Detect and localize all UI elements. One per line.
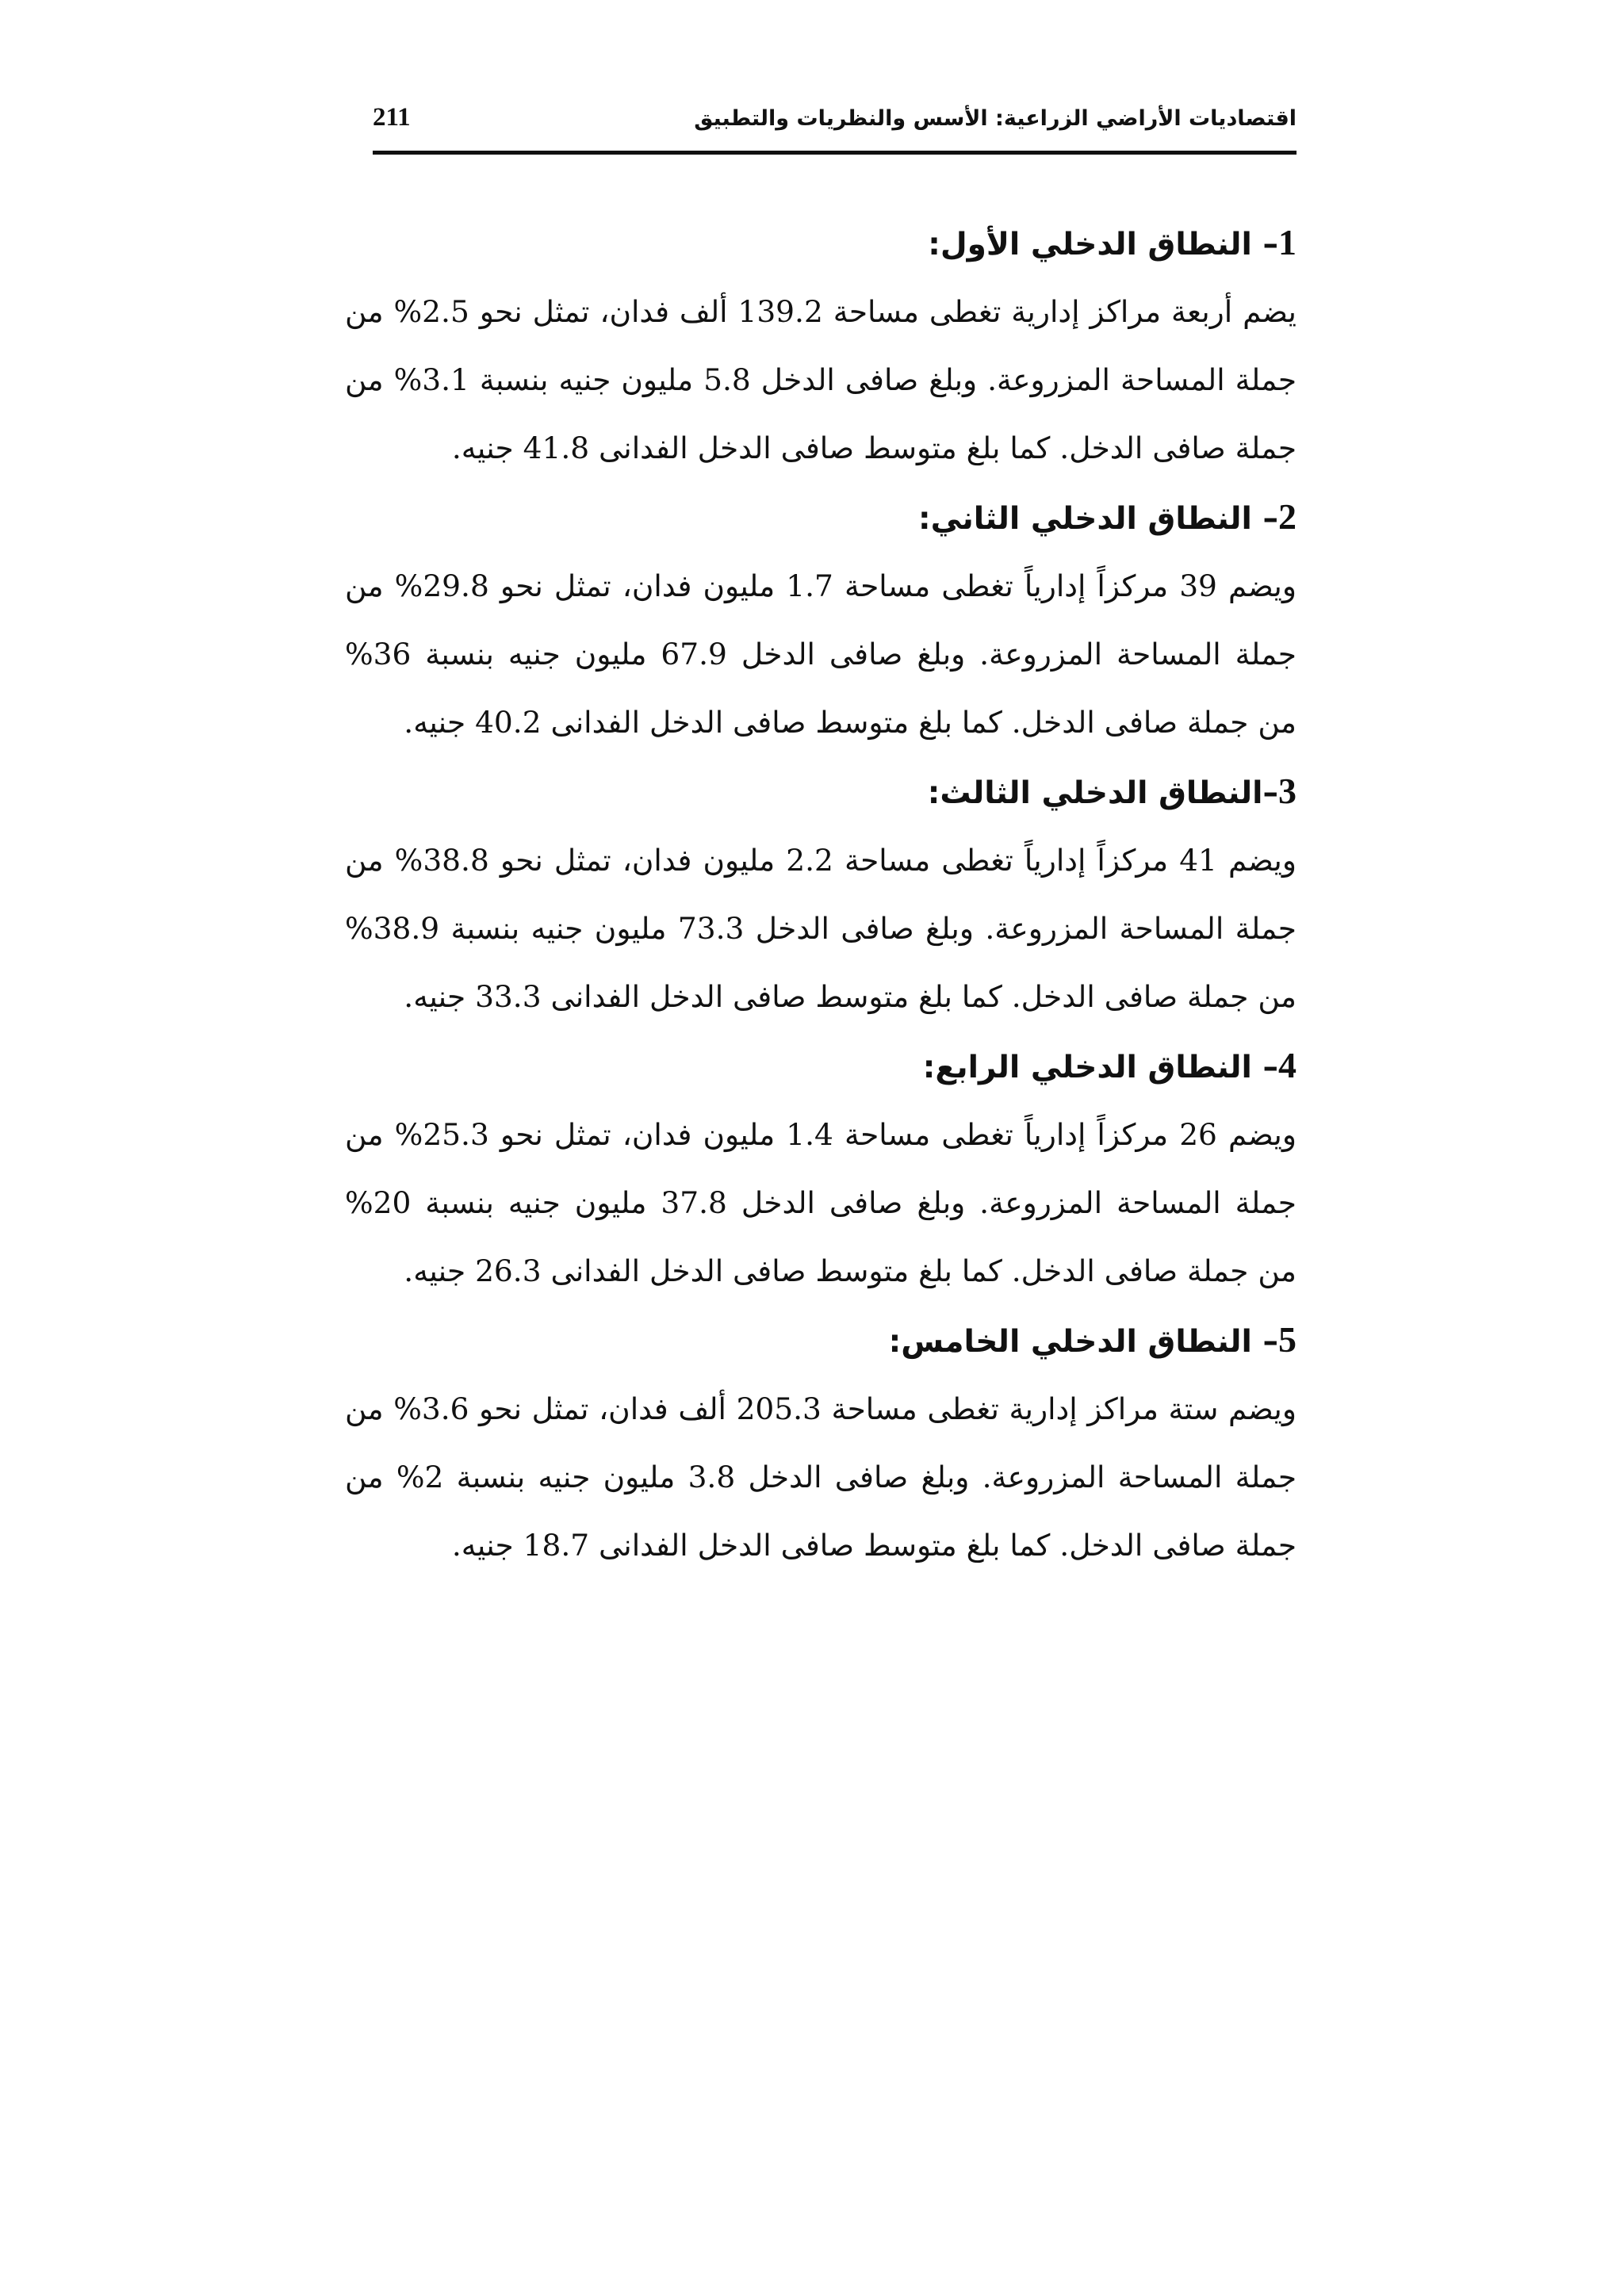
section-heading-text: – النطاق الدخلي الرابع: xyxy=(922,1050,1278,1085)
section-heading-text: –النطاق الدخلي الثالث: xyxy=(927,775,1278,811)
section-heading xyxy=(345,208,1297,277)
section-heading xyxy=(345,1305,1297,1375)
section-heading-text: – النطاق الدخلي الثاني: xyxy=(918,501,1278,537)
section-paragraph: ويضم 41 مركزاً إدارياً تغطى مساحة 2.2 مليون فدان، تمثل نحو 38.8% من جملة المساحة المزروعة. وبلغ صافى الدخل 73.3 مليون جنيه بنسبة 38.9% من جملة صافى الدخل. كما بلغ متوسط صافى الدخل الفدانى 33.3 جنيه. xyxy=(345,843,1297,1014)
body-text xyxy=(345,208,1297,1579)
section-heading xyxy=(345,1031,1297,1100)
section-4 xyxy=(345,1031,1297,1305)
running-header xyxy=(373,101,1297,155)
section-heading-text: – النطاق الدخلي الخامس: xyxy=(888,1324,1278,1360)
section-paragraph: ويضم ستة مراكز إدارية تغطى مساحة 205.3 ألف فدان، تمثل نحو 3.6% من جملة المساحة المزروعة. وبلغ صافى الدخل 3.8 مليون جنيه بنسبة 2% من جملة صافى الدخل. كما بلغ متوسط صافى الدخل الفدانى 18.7 جنيه. xyxy=(345,1391,1297,1563)
section-number: 5 xyxy=(1278,1319,1297,1360)
section-3 xyxy=(345,756,1297,1031)
section-heading xyxy=(345,756,1297,826)
section-2 xyxy=(345,482,1297,756)
section-paragraph: ويضم 39 مركزاً إدارياً تغطى مساحة 1.7 مليون فدان، تمثل نحو 29.8% من جملة المساحة المزروعة. وبلغ صافى الدخل 67.9 مليون جنيه بنسبة 36% من جملة صافى الدخل. كما بلغ متوسط صافى الدخل الفدانى 40.2 جنيه. xyxy=(345,568,1297,740)
section-5 xyxy=(345,1305,1297,1579)
section-number: 1 xyxy=(1278,222,1297,262)
section-heading xyxy=(345,482,1297,552)
page-number: 211 xyxy=(373,103,411,132)
section-heading-text: – النطاق الدخلي الأول: xyxy=(928,227,1278,262)
section-number: 2 xyxy=(1278,496,1297,537)
section-paragraph: يضم أربعة مراكز إدارية تغطى مساحة 139.2 ألف فدان، تمثل نحو 2.5% من جملة المساحة المزروعة. وبلغ صافى الدخل 5.8 مليون جنيه بنسبة 3.1% من جملة صافى الدخل. كما بلغ متوسط صافى الدخل الفدانى 41.8 جنيه. xyxy=(345,294,1297,465)
section-number: 3 xyxy=(1278,771,1297,811)
section-1 xyxy=(345,208,1297,482)
section-number: 4 xyxy=(1278,1045,1297,1085)
book-title: اقتصاديات الأراضي الزراعية: الأسس والنظريات والتطبيق xyxy=(694,106,1297,131)
section-paragraph: ويضم 26 مركزاً إدارياً تغطى مساحة 1.4 مليون فدان، تمثل نحو 25.3% من جملة المساحة المزروعة. وبلغ صافى الدخل 37.8 مليون جنيه بنسبة 20% من جملة صافى الدخل. كما بلغ متوسط صافى الدخل الفدانى 26.3 جنيه. xyxy=(345,1117,1297,1288)
